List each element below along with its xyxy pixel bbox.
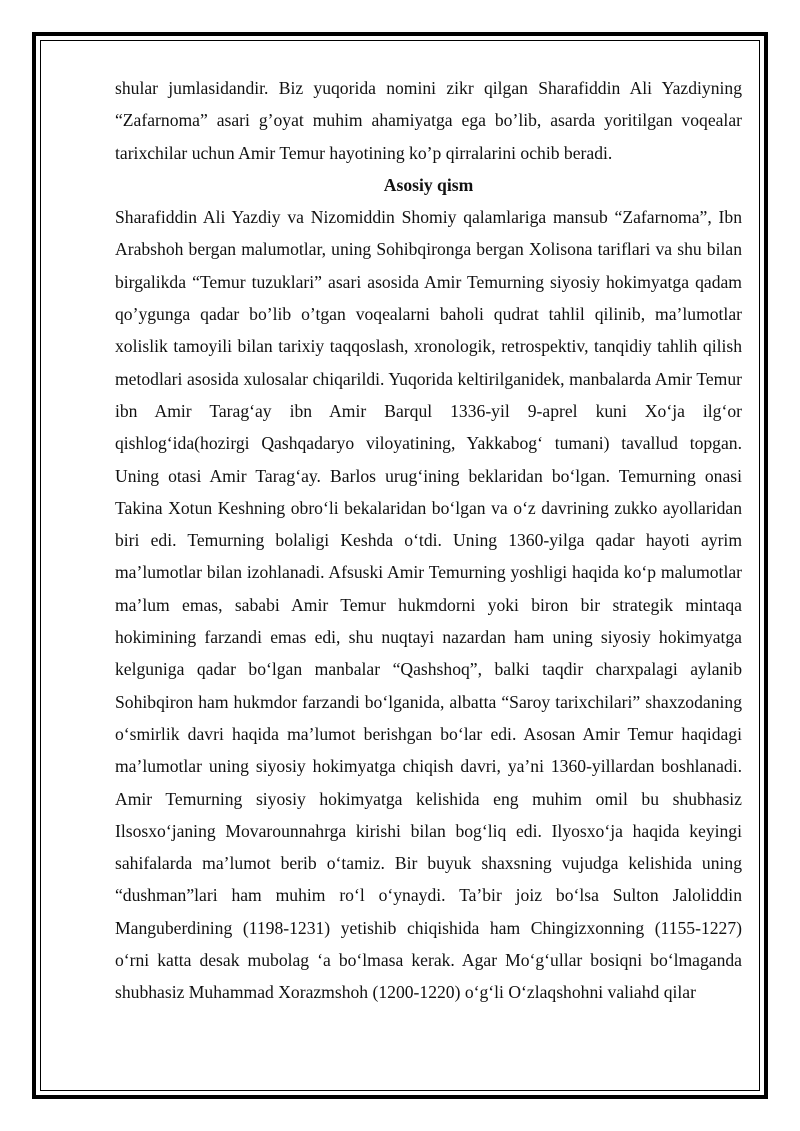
section-heading: Asosiy qism [383,174,474,195]
document-body [115,72,742,1009]
main-paragraph: Sharafiddin Ali Yazdiy va Nizomiddin Shomiy qalamlariga mansub “Zafarnoma”, Ibn Arabshoh bergan malumotlar, uning Sohibqironga bergan Xolisona tariflari va shu bilan birgalikda “Temur tuzuklari” asari asosida Amir Temurning siyosiy hokimyatga qadam qo’ygunga qadar bo’lib o’tgan voqealarni baholi qudrat tahlil qilinib, ma’lumotlar xolislik tamoyili bilan tarixiy taqqoslash, xronologik, retrospektiv, tanqidiy tahlih qilish metodlari asosida xulosalar chiqarildi. Yuqorida keltirilganidek, manbalarda Amir Temur ibn Amir Tarag‘ay ibn Amir Barqul 1336-yil 9-aprel kuni Xo‘ja ilg‘or qishlog‘ida(hozirgi Qashqadaryo viloyatining, Yakkabog‘ tumani) tavallud topgan. Uning otasi Amir Tarag‘ay. Barlos urug‘ining beklaridan bo‘lgan. Temurning onasi Takina Xotun Keshning obro‘li bekalaridan bo‘lgan va o‘z davrining zukko ayollaridan biri edi. Temurning bolaligi Keshda o‘tdi. Uning 1360-yilga qadar hayoti ayrim ma’lumotlar bilan izohlanadi. Afsuski Amir Temurning yoshligi haqida ko‘p malumotlar ma’lum emas, sababi Amir Temur hukmdorni yoki biron bir strategik mintaqa hokimining farzandi emas edi, shu nuqtayi nazardan ham uning siyosiy hokimyatga kelguniga qadar bo‘lgan manbalar “Qashshoq”, balki taqdir charxpalagi aylanib Sohibqiron ham hukmdor farzandi bo‘lganida, albatta “Saroy tarixchilari” shaxzodaning o‘smirlik davri haqida ma’lumot berishgan bo‘lar edi. Asosan Amir Temur haqidagi ma’lumotlar uning siyosiy hokimyatga chiqish davri, ya’ni 1360-yillardan boshlanadi. Amir Temurning siyosiy hokimyatga kelishida eng muhim omil bu shubhasiz Ilsosxo‘janing Movarounnahrga kirishi bilan bog‘liq edi. Ilyosxo‘ja haqida keyingi sahifalarda ma’lumot berib o‘tamiz. Bir buyuk shaxsning vujudga kelishida uning “dushman”lari ham muhim ro‘l o‘ynaydi. Ta’bir joiz bo‘lsa Sulton Jaloliddin Manguberdining (1198-1231) yetishib chiqishida ham Chingizxonning (1155-1227) o‘rni katta desak mubolag ‘a bo‘lmasa kerak. Agar Mo‘g‘ullar bosiqni bo‘lmaganda shubhasiz Muhammad Xorazmshoh (1200-1220) o‘g‘li O‘zlaqshohni valiahd qilar [115,207,742,1003]
intro-paragraph: shular jumlasidandir. Biz yuqorida nomini zikr qilgan Sharafiddin Ali Yazdiyning “Zafarnoma” asari g’oyat muhim ahamiyatga ega bo’lib, asarda yoritilgan voqealar tarixchilar uchun Amir Temur hayotining ko’p qirralarini ochib beradi. [115,78,742,163]
